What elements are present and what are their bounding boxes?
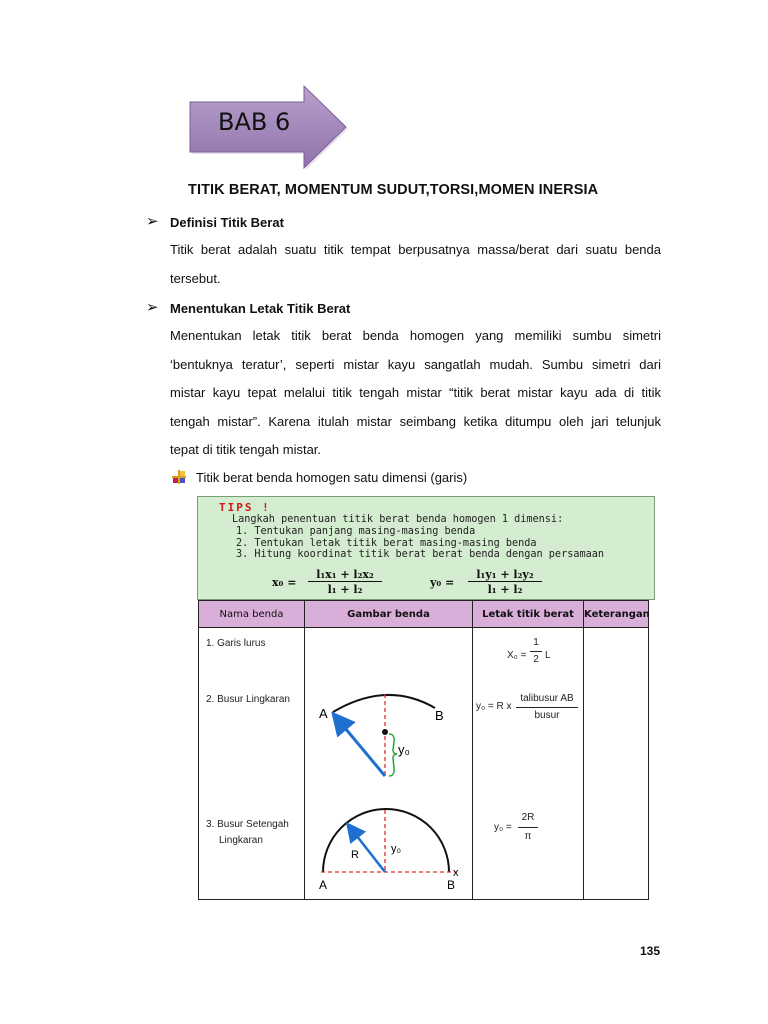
body-line: Menentukan letak titik berat benda homogen yang memiliki sumbu simetri [170,328,661,343]
page-title: TITIK BERAT, MOMENTUM SUDUT,TORSI,MOMEN INERSIA [188,182,599,198]
row-name-busur-setengah-line2: Lingkaran [219,835,263,846]
row-name-busur-setengah: 3. Busur Setengah [206,819,289,830]
formula-2-lhs: y₀ = R x [476,701,512,712]
fraction-bar [468,581,542,582]
formula-3-den: π [524,831,532,842]
tips-eq-x-lhs: x₀ = [272,576,297,589]
section-heading-definisi: Definisi Titik Berat [170,215,284,230]
row-name-busur-lingkaran: 2. Busur Lingkaran [206,694,290,705]
radius-arrow [335,716,385,776]
formula-1-lhs: X₀ = [507,650,527,661]
body-line: Titik berat adalah suatu titik tempat berpusatnya massa/berat dari suatu benda [170,242,661,257]
label-b: B [447,878,456,892]
tips-line: 3. Hitung koordinat titik berat berat benda dengan persamaan [236,549,605,560]
formula-1-num: 1 [533,637,539,648]
label-y0: y₀ [391,843,402,855]
formula-1-rhs: L [545,650,551,661]
formula-2-den: busur [534,710,560,721]
section-body-definisi [170,236,661,293]
body-line: tersebut. [170,270,221,286]
section-body-letak [170,322,661,465]
tips-line: 2. Tentukan letak titik berat masing-masing benda [236,538,537,549]
fraction-bar [530,651,542,652]
table-cell [584,628,649,900]
tips-line: 1. Tentukan panjang masing-masing benda [236,526,476,537]
figure-busur-lingkaran [305,680,471,785]
header-gambar-benda: Gambar benda [305,601,473,628]
table-cell [473,628,584,900]
tips-title: TIPS ! [219,501,271,514]
body-line: ‘bentuknya teratur’, seperti mistar kayu sangatlah mudah. Sumbu simetri dari [170,356,661,372]
header-nama-benda: Nama benda [199,601,305,628]
quadrant-bullet-icon [172,470,186,484]
chapter-label: BAB 6 [218,108,291,136]
label-y0: y₀ [398,742,410,757]
row-name-garis-lurus: 1. Garis lurus [206,638,266,649]
bullet-arrow-icon: ➢ [146,213,159,230]
semicircle-curve [323,809,449,872]
fraction-bar [308,581,382,582]
header-keterangan: Keterangan [584,601,649,628]
body-line: tepat di titik tengah mistar. [170,442,322,457]
formula-1-den: 2 [533,654,539,665]
bullet-arrow-icon: ➢ [146,299,159,316]
fraction-bar [516,707,578,708]
tips-eq-y-numerator: l₁y₁ + l₂y₂ [476,568,534,581]
label-a: A [319,878,328,892]
section-heading-letak: Menentukan Letak Titik Berat [170,301,351,316]
label-r: R [351,849,359,861]
page-number: 135 [640,944,661,958]
tips-eq-x-numerator: l₁x₁ + l₂x₂ [316,568,374,581]
tips-eq-x-denominator: l₁ + l₂ [327,583,363,596]
arc-curve [333,695,435,712]
table-cell [199,628,305,900]
body-line: tengah mistar”. Karena itulah mistar seimbang ketika ditumpu oleh jari telunjuk [170,413,661,429]
label-x: x [453,867,459,879]
tips-line: Langkah penentuan titik berat benda homogen 1 dimensi: [232,514,564,525]
label-a: A [319,706,328,721]
formula-3-num: 2R [521,812,535,823]
body-line: mistar kayu tepat melalui titik tengah mistar “titik berat mistar kayu ada di titik [170,385,661,400]
figure-busur-setengah-lingkaran [305,802,471,898]
formula-3-lhs: y₀ = [494,822,512,833]
brace-icon [389,734,397,776]
table-header-row [199,601,649,628]
formula-2-num: talibusur AB [520,693,574,704]
subsection-label: Titik berat benda homogen satu dimensi (garis) [196,470,468,485]
fraction-bar [518,827,538,828]
tips-eq-y-lhs: y₀ = [430,576,455,589]
header-letak-titik-berat: Letak titik berat [473,601,584,628]
label-b: B [435,708,444,723]
tips-eq-y-denominator: l₁ + l₂ [487,583,523,596]
centroid-dot [382,729,388,735]
